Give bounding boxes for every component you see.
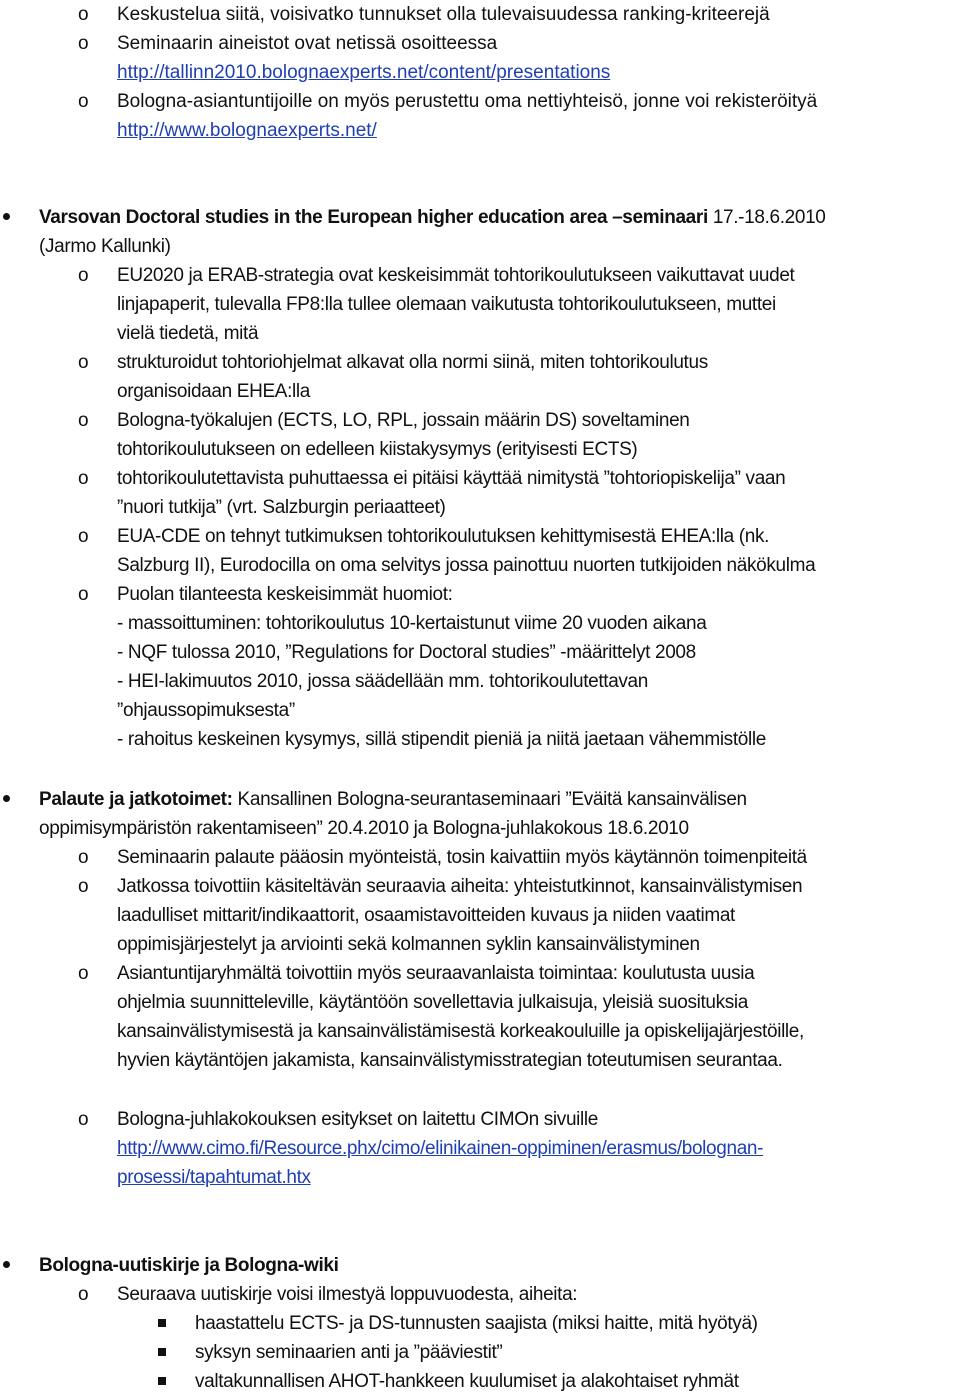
list-item: Seminaarin aineistot ovat netissä osoitteessa [117,33,498,54]
list-item-cont: oppimisjärjestelyt ja arviointi sekä kolmannen syklin kansainvälistyminen [117,934,700,955]
list-marker: o [78,33,89,54]
list-item-cont: hyvien käytäntöjen jakamista, kansainvälistymisstrategian toteutumisen seurantaa. [117,1050,783,1071]
list-item: Bologna-juhlakokouksen esitykset on laitettu CIMOn sivuille [117,1109,598,1130]
list-marker: o [78,847,89,868]
sub-list-item: syksyn seminaarien anti ja ”pääviestit” [195,1342,503,1363]
list-marker: o [78,876,89,897]
list-marker: o [78,1109,89,1130]
list-item-cont: - HEI-lakimuutos 2010, jossa säädellään mm. tohtorikoulutettavan [117,671,648,692]
list-item: Seuraava uutiskirje voisi ilmestyä loppuvuodesta, aiheita: [117,1284,578,1305]
list-item: tohtorikoulutettavista puhuttaessa ei pitäisi käyttää nimitystä ”tohtoriopiskelija” vaan [117,468,786,489]
warsaw-heading-author: (Jarmo Kallunki) [39,236,171,257]
list-marker: o [78,526,89,547]
cimo-link[interactable]: http://www.cimo.fi/Resource.phx/cimo/elinikainen-oppiminen/erasmus/bolognan- [117,1138,764,1159]
bullet-square-icon [158,1348,166,1356]
list-marker: o [78,410,89,431]
list-marker: o [78,963,89,984]
list-marker: o [78,584,89,605]
bullet-square-icon [158,1319,166,1327]
list-item-cont: organisoidaan EHEA:lla [117,381,310,402]
news-heading: Bologna-uutiskirje ja Bologna-wiki [39,1255,339,1276]
list-item-cont: tohtorikoulutukseen on edelleen kiistakysymys (erityisesti ECTS) [117,439,638,460]
list-marker: o [78,4,89,25]
list-item-cont: ”nuori tutkija” (vrt. Salzburgin periaatteet) [117,497,446,518]
list-item: Asiantuntijaryhmältä toivottiin myös seuraavanlaista toimintaa: koulutusta uusia [117,963,755,984]
sub-list-item: haastattelu ECTS- ja DS-tunnusten saajista (miksi haitte, mitä hyötyä) [195,1313,758,1334]
list-item: Seminaarin palaute pääosin myönteistä, tosin kaivattiin myös käytännön toimenpiteitä [117,847,807,868]
list-item-cont: laadulliset mittarit/indikaattorit, osaamistavoitteiden kuvaus ja niiden vaatimat [117,905,735,926]
list-marker: o [78,468,89,489]
list-item-cont: vielä tiedetä, mitä [117,323,259,344]
list-marker: o [78,1284,89,1305]
warsaw-heading: Varsovan Doctoral studies in the European higher education area –seminaari 17.-18.6.2010 [39,207,826,228]
bullet-dot-icon [3,795,10,802]
list-marker: o [78,352,89,373]
list-item: Puolan tilanteesta keskeisimmät huomiot: [117,584,453,605]
list-item: EU2020 ja ERAB-strategia ovat keskeisimmät tohtorikoulutukseen vaikuttavat uudet [117,265,795,286]
bullet-dot-icon [3,1261,10,1268]
bullet-dot-icon [3,213,10,220]
list-item-cont: Salzburg II), Eurodocilla on oma selvitys jossa painottuu nuorten tutkijoiden näkökulma [117,555,816,576]
list-marker: o [78,265,89,286]
list-item-cont: kansainvälistymisestä ja kansainvälistämisestä korkeakouluille ja opiskelijajärjestöille, [117,1021,804,1042]
bolognaexperts-link[interactable]: http://www.bolognaexperts.net/ [117,120,377,141]
feedback-heading: Palaute ja jatkotoimet: Kansallinen Bologna-seurantaseminaari ”Eväitä kansainvälisen [39,789,747,810]
list-item: Keskustelua siitä, voisivatko tunnukset olla tulevaisuudessa ranking-kriteerejä [117,4,770,25]
list-item-cont: - rahoitus keskeinen kysymys, sillä stipendit pieniä ja niitä jaetaan vähemmistölle [117,729,766,750]
bullet-square-icon [158,1377,166,1385]
list-marker: o [78,91,89,112]
list-item: Bologna-asiantuntijoille on myös perustettu oma nettiyhteisö, jonne voi rekisteröityä [117,91,818,112]
cimo-link-cont[interactable]: prosessi/tapahtumat.htx [117,1167,311,1188]
list-item-cont: ”ohjaussopimuksesta” [117,700,295,721]
list-item: EUA-CDE on tehnyt tutkimuksen tohtorikoulutuksen kehittymisestä EHEA:lla (nk. [117,526,770,547]
list-item: Jatkossa toivottiin käsiteltävän seuraavia aiheita: yhteistutkinnot, kansainvälistymisen [117,876,803,897]
presentations-link[interactable]: http://tallinn2010.bolognaexperts.net/content/presentations [117,62,611,83]
list-item-cont: - NQF tulossa 2010, ”Regulations for Doctoral studies” -määrittelyt 2008 [117,642,696,663]
sub-list-item: valtakunnallisen AHOT-hankkeen kuulumiset ja alakohtaiset ryhmät [195,1371,739,1392]
list-item-cont: ohjelmia suunnitteleville, käytäntöön sovellettavia julkaisuja, yleisiä suosituksia [117,992,749,1013]
list-item: Bologna-työkalujen (ECTS, LO, RPL, jossain määrin DS) soveltaminen [117,410,690,431]
list-item-cont: - massoittuminen: tohtorikoulutus 10-kertaistunut viime 20 vuoden aikana [117,613,707,634]
list-item: strukturoidut tohtoriohjelmat alkavat olla normi siinä, miten tohtorikoulutus [117,352,708,373]
feedback-heading-cont: oppimisympäristön rakentamiseen” 20.4.2010 ja Bologna-juhlakokous 18.6.2010 [39,818,689,839]
list-item-cont: linjapaperit, tulevalla FP8:lla tullee olemaan vaikutusta tohtorikoulutukseen, muttei [117,294,776,315]
